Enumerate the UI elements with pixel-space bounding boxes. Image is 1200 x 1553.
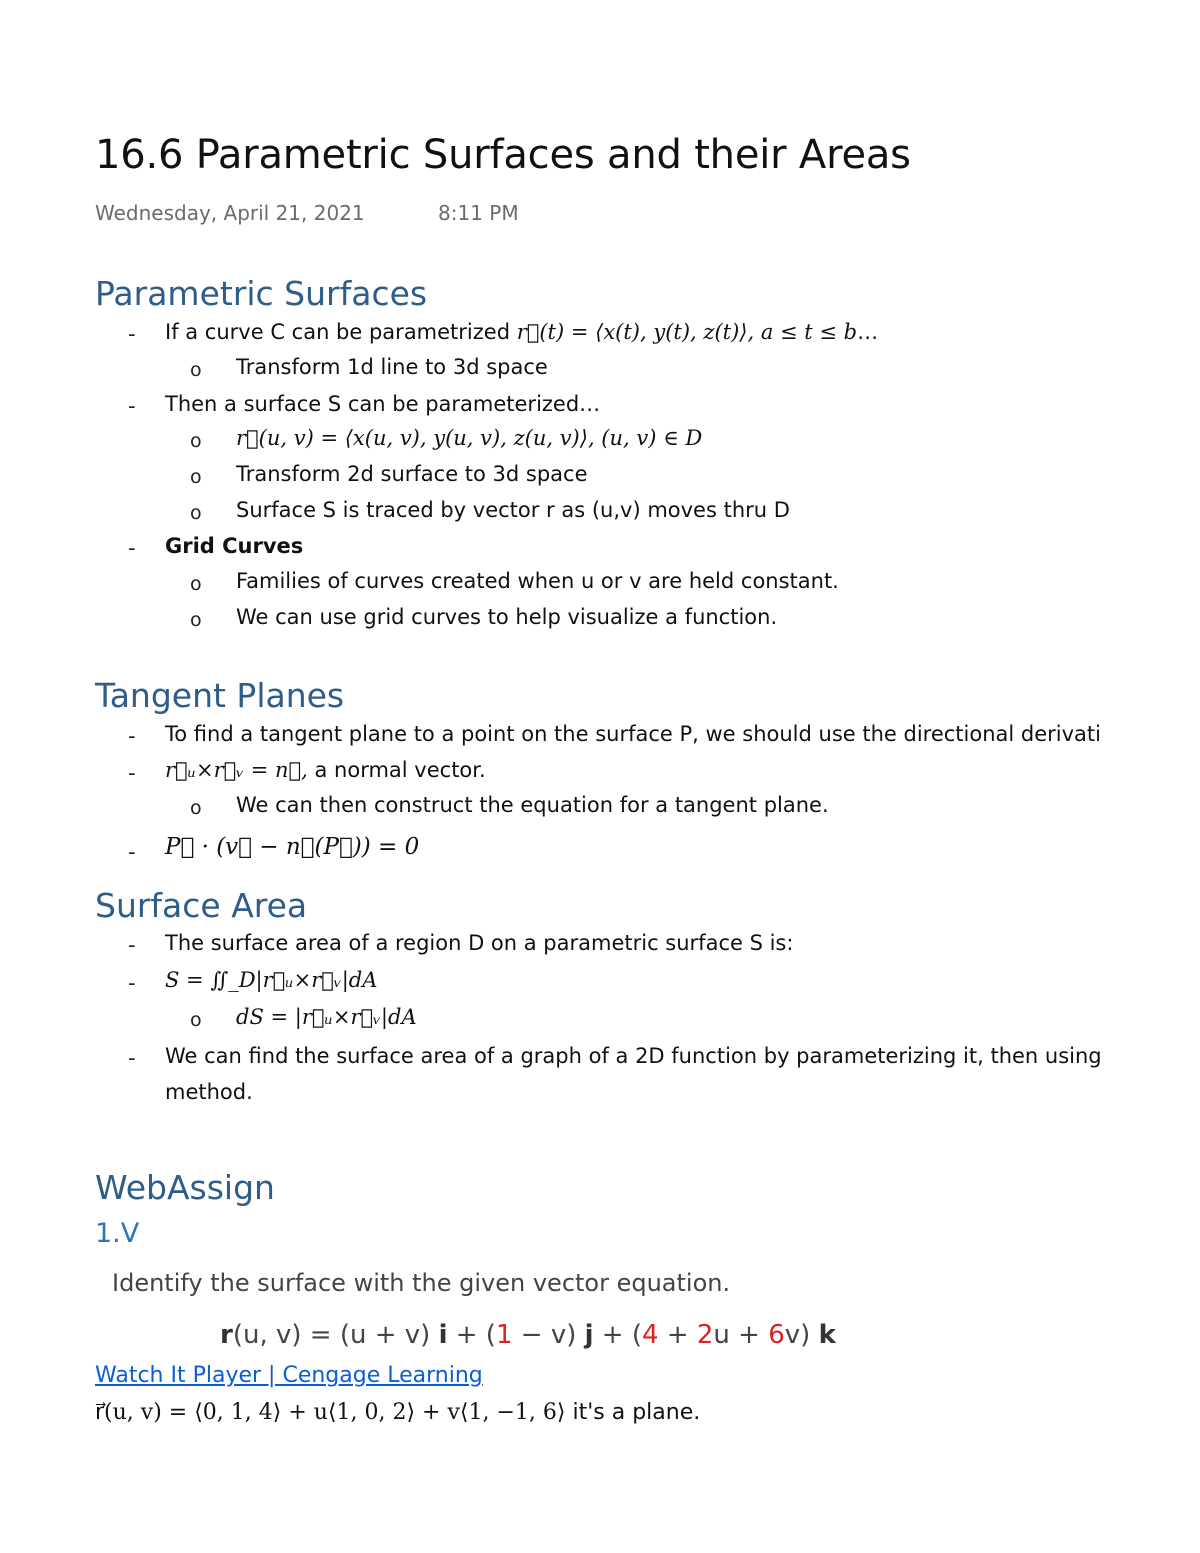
- math-expression: r⃗(u, v) = ⟨0, 1, 4⟩ + u⟨1, 0, 2⟩ + v⟨1, −1, 6⟩: [95, 1400, 566, 1425]
- math-expression: r⃗ᵤ×r⃗ᵥ = n⃗,: [165, 758, 308, 782]
- eq-part: j: [584, 1320, 594, 1350]
- item-text: …: [857, 320, 879, 344]
- dash-bullet: -: [128, 1046, 136, 1070]
- dash-bullet: -: [128, 761, 136, 785]
- note-time: 8:11 PM: [438, 201, 519, 225]
- list-item: [165, 758, 486, 782]
- circle-bullet: o: [190, 797, 202, 819]
- eq-red-coefficient: 1: [495, 1320, 513, 1350]
- heading-webassign: WebAssign: [95, 1168, 275, 1207]
- list-item-continuation: method.: [165, 1080, 253, 1104]
- math-expression: S = ∬_D|r⃗ᵤ×r⃗ᵥ|dA: [165, 968, 378, 992]
- dash-bullet: -: [128, 322, 136, 346]
- eq-part: + (: [447, 1320, 496, 1350]
- list-item: Families of curves created when u or v are held constant.: [236, 569, 839, 593]
- circle-bullet: o: [190, 502, 202, 524]
- list-item: We can find the surface area of a graph of a 2D function by parameterizing it, then using: [165, 1044, 1102, 1068]
- dash-bullet: -: [128, 536, 136, 560]
- item-text: a normal vector.: [307, 758, 486, 782]
- subheading-problem: 1.V: [95, 1218, 140, 1249]
- heading-parametric-surfaces: Parametric Surfaces: [95, 274, 428, 313]
- circle-bullet: o: [190, 466, 202, 488]
- list-item: [165, 320, 878, 344]
- dash-bullet: -: [128, 840, 136, 864]
- eq-red-coefficient: 4: [642, 1320, 659, 1350]
- eq-red-coefficient: 6: [768, 1320, 785, 1350]
- math-expression: r⃗(u, v) = ⟨x(u, v), y(u, v), z(u, v)⟩, (u, v) ∈ D: [236, 426, 703, 450]
- note-date: Wednesday, April 21, 2021: [95, 201, 365, 225]
- list-item: Transform 2d surface to 3d space: [236, 462, 588, 486]
- answer-text: it's a plane.: [565, 1400, 701, 1425]
- dash-bullet: -: [128, 724, 136, 748]
- eq-part: u +: [713, 1320, 769, 1350]
- eq-part: r: [220, 1320, 233, 1350]
- math-expression: P⃗ · (v⃗ − n⃗(P⃗)) = 0: [165, 834, 420, 860]
- circle-bullet: o: [190, 609, 202, 631]
- list-item: Transform 1d line to 3d space: [236, 355, 548, 379]
- problem-equation: [220, 1320, 836, 1350]
- list-item: To find a tangent plane to a point on the surface P, we should use the directional derivati: [165, 722, 1101, 746]
- answer-line: [95, 1400, 700, 1425]
- circle-bullet: o: [190, 1009, 202, 1031]
- list-item: We can then construct the equation for a tangent plane.: [236, 793, 829, 817]
- list-item: Grid Curves: [165, 534, 304, 558]
- list-item: Then a surface S can be parameterized…: [165, 392, 601, 416]
- page-title: 16.6 Parametric Surfaces and their Areas: [95, 132, 911, 178]
- list-item: We can use grid curves to help visualize a function.: [236, 605, 778, 629]
- math-expression: dS = |r⃗ᵤ×r⃗ᵥ|dA: [236, 1005, 417, 1029]
- list-item: The surface area of a region D on a parametric surface S is:: [165, 931, 794, 955]
- eq-part: +: [658, 1320, 697, 1350]
- eq-part: k: [818, 1320, 836, 1350]
- eq-part: v): [784, 1320, 819, 1350]
- eq-red-coefficient: 2: [696, 1320, 714, 1350]
- dash-bullet: -: [128, 933, 136, 957]
- heading-surface-area: Surface Area: [95, 886, 308, 925]
- dash-bullet: -: [128, 394, 136, 418]
- eq-part: (u, v) = (u + v): [232, 1320, 439, 1350]
- dash-bullet: -: [128, 971, 136, 995]
- circle-bullet: o: [190, 430, 202, 452]
- list-item: Surface S is traced by vector r as (u,v) moves thru D: [236, 498, 790, 522]
- eq-part: + (: [593, 1320, 642, 1350]
- circle-bullet: o: [190, 359, 202, 381]
- item-text: If a curve C can be parametrized: [165, 320, 517, 344]
- math-expression: r⃗(t) = ⟨x(t), y(t), z(t)⟩, a ≤ t ≤ b: [516, 320, 858, 344]
- heading-tangent-planes: Tangent Planes: [95, 676, 345, 715]
- circle-bullet: o: [190, 573, 202, 595]
- problem-prompt: Identify the surface with the given vector equation.: [112, 1269, 731, 1297]
- watch-it-link[interactable]: Watch It Player | Cengage Learning: [95, 1363, 483, 1388]
- eq-part: i: [438, 1320, 448, 1350]
- eq-part: − v): [512, 1320, 585, 1350]
